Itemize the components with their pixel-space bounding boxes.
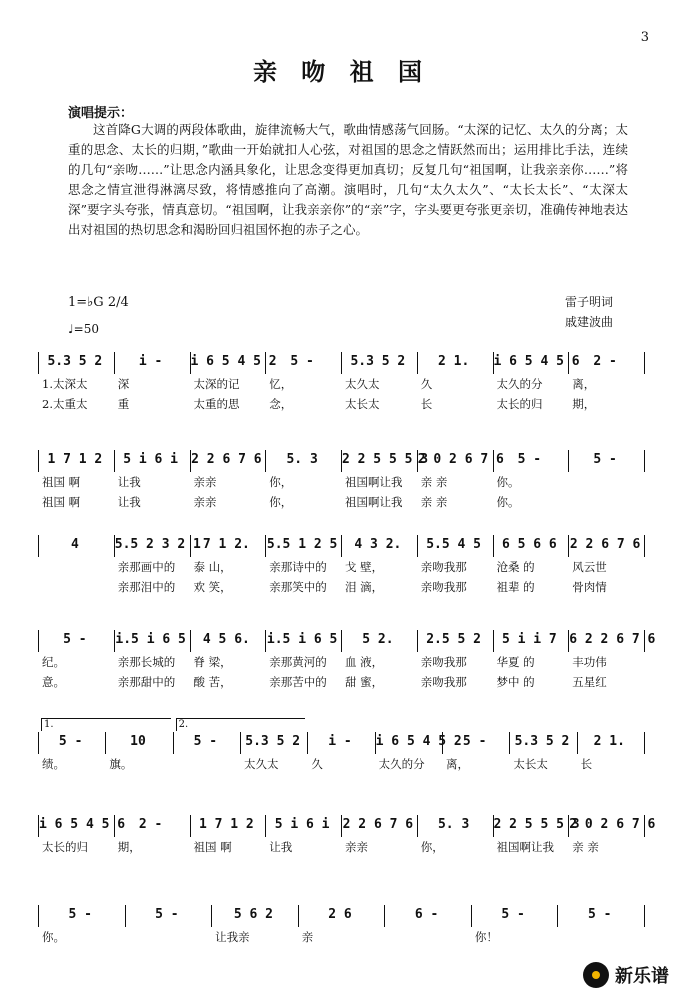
melody-row (38, 905, 644, 927)
composer: 戚建波曲 (564, 315, 613, 329)
measure-notes: 6 5 6 6 (501, 537, 557, 552)
measure-notes: 5 - (58, 734, 83, 749)
measure-notes: 1 7 1 2 (198, 817, 254, 832)
measure-notes: 6 2 2 6 7 6 (569, 632, 656, 647)
measure-notes: i - (138, 354, 163, 369)
lyric-text: 你！ (474, 930, 498, 944)
measure-notes: 2 2 6 7 6 (342, 817, 414, 832)
measure-notes: 2 0 2 6 7 6 (569, 817, 656, 832)
measure-notes: i.5 i 6 5 (266, 632, 338, 647)
lyric-text: 酸 苦， (193, 675, 232, 689)
lyric-text: 你。 (496, 495, 520, 509)
lyric-text: 太长的归 (42, 840, 88, 854)
lyric-text: 亲亲 (193, 475, 217, 489)
disc-icon (583, 962, 609, 988)
key-signature: 1=♭G 2/4 (68, 295, 129, 310)
lyric-text: 亲亲 (193, 495, 217, 509)
measure-notes: 2 2 6 7 6 (569, 537, 641, 552)
measure-notes: i - (328, 734, 352, 749)
lyric-text: 亲吻我那 (420, 675, 467, 689)
lyric-text: 亲吻我那 (420, 655, 467, 669)
barline (644, 450, 645, 472)
lyric-text: 你。 (42, 930, 65, 944)
lyric-text: 亲那黄河的 (269, 655, 327, 669)
lyric-text: 重 (117, 397, 130, 411)
song-title: 亲 吻 祖 国 (252, 57, 431, 86)
volta-bracket: 2. (176, 718, 306, 731)
measure-notes: 5.5 2 3 2 1 (114, 537, 201, 552)
measure-notes: 5 - (501, 907, 525, 922)
lyric-line (38, 837, 644, 857)
measure-notes: 5 - (587, 907, 612, 922)
lyric-text: 久 (420, 377, 433, 391)
lyric-text: 血 液， (345, 655, 384, 669)
lyric-text: 绩。 (42, 757, 65, 771)
barline (644, 535, 645, 557)
measure-notes: 5 - (517, 452, 542, 467)
lyric-text: 纪。 (42, 655, 65, 669)
lyric-text: 太长太 (345, 397, 380, 411)
hint-text (68, 120, 628, 240)
score-system (38, 535, 644, 597)
measure-notes: 5 - (155, 907, 179, 922)
measure-notes: 2 0 2 6 7 6 (417, 452, 504, 467)
lyric-text: 太重的思 (193, 397, 240, 411)
measure-notes: 2 2 6 7 6 (191, 452, 262, 467)
melody-row (38, 535, 644, 557)
lyric-text: 离， (446, 757, 469, 771)
measure-notes: 5.3 5 2 (47, 354, 103, 369)
barline (644, 630, 645, 652)
lyric-text: 亲吻我那 (420, 580, 467, 594)
lyric-line (38, 754, 644, 774)
measure-notes: 2 2 5 5 5 3 (493, 817, 580, 832)
lyric-line (38, 394, 644, 414)
lyric-text: 深 (117, 377, 130, 391)
measure-notes: 5 - (290, 354, 314, 369)
lyric-text: 让我亲 (215, 930, 250, 944)
lyric-text: 让我 (117, 495, 141, 509)
lyric-text: 亲那泪中的 (117, 580, 176, 594)
lyric-text: 亲 亲 (572, 840, 599, 854)
lyric-text: 2.太重太 (42, 397, 88, 411)
lyric-text: 念， (269, 397, 293, 411)
measure-notes: 2 2 5 5 5 3 (342, 452, 429, 467)
lyric-text: 泰 山， (193, 560, 232, 574)
measure-notes: 6 - (414, 907, 439, 922)
lyric-text: 泪 滴， (345, 580, 384, 594)
measure-notes: i 6 5 4 5 6 (493, 354, 580, 369)
lyric-text: 亲 (301, 930, 314, 944)
score-system (38, 352, 644, 414)
volta-bracket: 1. (41, 718, 171, 731)
lyric-text: 太长太 (513, 757, 548, 771)
lyric-text: 祖国 啊 (42, 475, 81, 489)
score-system (38, 630, 656, 692)
lyric-text: 欢 笑， (193, 580, 232, 594)
lyric-text: 1.太深太 (42, 377, 88, 391)
measure-notes: 2 1. (437, 354, 470, 369)
measure-notes: 5.5 4 5 (426, 537, 482, 552)
measure-notes: 4 (70, 537, 79, 552)
lyric-text: 亲 亲 (420, 475, 448, 489)
measure-notes: 5 2. (362, 632, 394, 647)
measure-notes: i 6 5 4 5 2 (375, 734, 462, 749)
lyric-text: 太久太 (244, 757, 279, 771)
measure-notes: 7 1 2. (202, 537, 250, 552)
lyric-text: 亲那苦中的 (269, 675, 327, 689)
lyric-text: 祖国 啊 (42, 495, 81, 509)
lyric-text: 让我 (117, 475, 141, 489)
lyric-text: 亲 亲 (420, 495, 448, 509)
measure-notes: 5.3 5 2 (514, 734, 570, 749)
page-number: 3 (640, 30, 649, 45)
hint-paragraph: 这首降G大调的两段体歌曲，旋律流畅大气，歌曲情感荡气回肠。“太深的记忆、太久的分离；太重的思念、太长的归期，”歌曲一开始就扣人心弦，对祖国的思念之情跃然而出；运用排比手法，连续的几句“亲吻……”让思念内涵具象化，让思念变得更加真切；反复几句“祖国啊，让我亲亲你……”将思念之情宣泄得淋漓尽致，将情感推向了高潮。演唱时，几句“太久太久”、“太长太长”、“太深太深”要字头夸张，情真意切。“祖国啊，让我亲亲你”的“亲”字，字头要更夸张更亲切，准确传神地表达出对祖国的热切思念和渴盼回归祖国怀抱的赤子之心。 (68, 122, 628, 237)
lyric-text: 亲那甜中的 (117, 675, 176, 689)
lyric-text: 脊 梁， (193, 655, 232, 669)
lyric-text: 梦中 的 (496, 675, 535, 689)
score-system (38, 719, 644, 774)
lyric-text: 太深的记 (193, 377, 240, 391)
lyric-text: 你， (420, 840, 444, 854)
lyric-text: 久 (311, 757, 323, 771)
lyric-text: 意。 (42, 675, 65, 689)
measure-notes: 5 - (63, 632, 87, 647)
lyric-line (38, 672, 644, 692)
melody-row (38, 719, 644, 754)
measure-notes: 4 3 2. (354, 537, 402, 552)
lyric-text: 你， (269, 475, 293, 489)
measure-notes: 5. 3 (437, 817, 470, 832)
lyric-text: 亲那画中的 (117, 560, 176, 574)
lyric-text: 你， (269, 495, 293, 509)
measure-notes: 10 (130, 734, 146, 749)
lyric-text: 祖国啊让我 (496, 840, 554, 854)
measure-notes: 5 i i 7 (501, 632, 557, 647)
lyric-text: 太长的归 (496, 397, 543, 411)
measure-notes: 2.5 5 2 (426, 632, 482, 647)
lyric-text: 祖国啊让我 (345, 495, 403, 509)
lyric-text: 华夏 的 (496, 655, 535, 669)
lyric-text: 亲那长城的 (117, 655, 176, 669)
score-system (38, 450, 644, 512)
credits (565, 292, 613, 332)
measure-notes: 4 5 6. (202, 632, 250, 647)
measure-notes: 5 - (68, 907, 93, 922)
measure-notes: 5.3 5 2 (350, 354, 406, 369)
measure-notes: i.5 i 6 5 (115, 632, 186, 647)
lyric-line (38, 927, 644, 947)
lyric-line (38, 472, 644, 492)
measure-notes: 5.3 5 2 (245, 734, 301, 749)
lyric-text: 太久的分 (378, 757, 425, 771)
lyricist: 雷子明词 (564, 295, 613, 309)
lyric-text: 旗。 (109, 757, 133, 771)
lyric-text: 祖辈 的 (496, 580, 535, 594)
score-system (38, 815, 656, 857)
lyric-text: 长 (580, 757, 593, 771)
lyric-text: 太久的分 (496, 377, 543, 391)
lyric-text: 祖国 啊 (193, 840, 232, 854)
melody-row (38, 815, 656, 837)
lyric-text: 风云世 (572, 560, 607, 574)
measure-notes: 1 7 1 2 (47, 452, 103, 467)
lyric-text: 戈 壁， (345, 560, 384, 574)
lyric-text: 甜 蜜， (345, 675, 384, 689)
logo-text: 新乐谱 (615, 966, 669, 987)
barline (644, 815, 645, 837)
lyric-text: 亲那笑中的 (269, 580, 327, 594)
measure-notes: 5 - (193, 734, 218, 749)
measure-notes: 5 i 6 i (123, 452, 179, 467)
lyric-text: 亲那诗中的 (269, 560, 327, 574)
measure-notes: i 6 5 4 5 6 (39, 817, 126, 832)
barline (644, 352, 645, 374)
lyric-text: 丰功伟 (572, 655, 607, 669)
lyric-text: 骨肉情 (572, 580, 607, 594)
barline (644, 905, 645, 927)
lyric-text: 亲亲 (345, 840, 368, 854)
measure-notes: 5. 3 (286, 452, 318, 467)
lyric-text: 期， (572, 397, 596, 411)
lyric-line (38, 577, 644, 597)
lyric-line (38, 374, 644, 394)
lyric-text: 祖国啊让我 (345, 475, 403, 489)
lyric-text: 离， (572, 377, 596, 391)
measure-notes: 2 - (138, 817, 163, 832)
lyric-text: 你。 (496, 475, 520, 489)
melody-row (38, 450, 644, 472)
measure-notes: 5 i 6 i (274, 817, 330, 832)
measure-notes: 5 6 2 (233, 907, 273, 922)
site-logo (583, 962, 669, 988)
lyric-line (38, 492, 644, 512)
lyric-line (38, 652, 644, 672)
lyric-text: 亲吻我那 (420, 560, 467, 574)
barline (644, 732, 645, 754)
lyric-text: 五星红 (572, 675, 607, 689)
lyric-text: 期， (117, 840, 141, 854)
measure-notes: i 6 5 4 5 2 (190, 354, 277, 369)
melody-row (38, 630, 656, 652)
lyric-text: 让我 (269, 840, 293, 854)
lyric-text: 长 (420, 397, 433, 411)
measure-notes: 2 - (593, 354, 617, 369)
hint-heading: 演唱提示： (68, 106, 134, 121)
lyric-text: 忆， (269, 377, 293, 391)
measure-notes: 2 6 (328, 907, 352, 922)
score-system (38, 905, 644, 947)
lyric-text: 沧桑 的 (496, 560, 535, 574)
measure-notes: 5 - (593, 452, 617, 467)
measure-notes: 5.5 1 2 5 (266, 537, 338, 552)
measure-notes: 2 1. (593, 734, 625, 749)
lyric-text: 太久太 (345, 377, 380, 391)
measure-notes: 5 - (462, 734, 487, 749)
lyric-line (38, 557, 644, 577)
tempo-marking: ♩=50 (68, 322, 99, 336)
melody-row (38, 352, 644, 374)
